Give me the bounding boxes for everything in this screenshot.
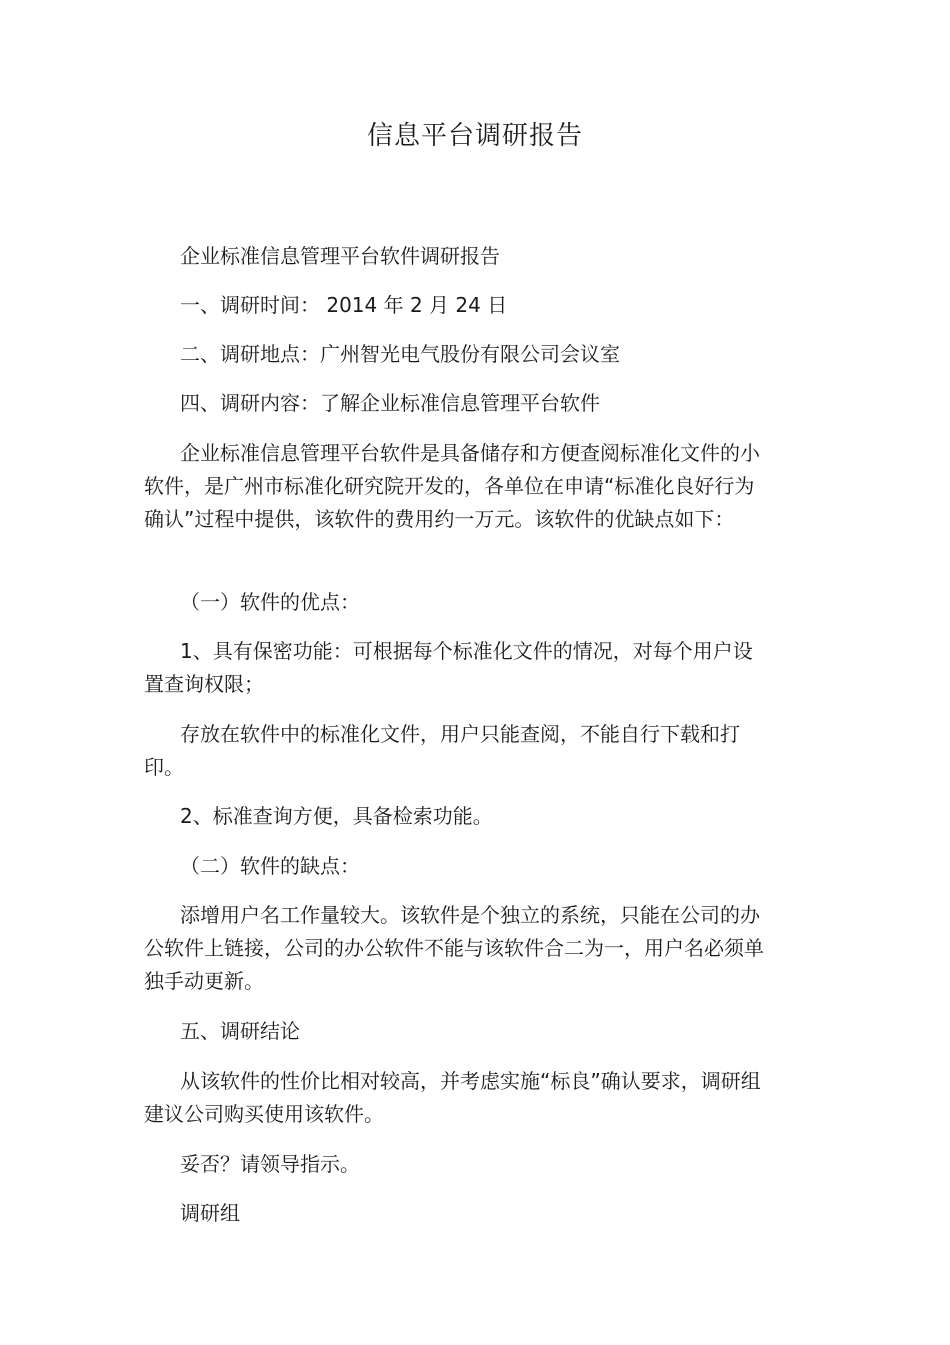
request-line: 妥否？请领导指示。 [180, 1152, 360, 1176]
document-title: 信息平台调研报告 [366, 121, 583, 151]
conclusion-heading: 五、调研结论 [180, 1019, 300, 1043]
survey-location: 二、调研地点：广州智光电气股份有限公司会议室 [180, 342, 620, 366]
pros-heading: （一）软件的优点： [180, 590, 360, 614]
intro-paragraph: 企业标准信息管理平台软件是具备储存和方便查阅标准化文件的小软件，是广州市标准化研究院开发的，各单位在申请“标准化良好行为确认”过程中提供，该软件的费用约一万元。该软件的优缺点如下： [144, 441, 760, 531]
conclusion-paragraph: 从该软件的性价比相对较高，并考虑实施“标良”确认要求，调研组建议公司购买使用该软件。 [144, 1069, 761, 1126]
signature: 调研组 [180, 1201, 240, 1225]
report-subtitle: 企业标准信息管理平台软件调研报告 [180, 244, 500, 268]
survey-content: 四、调研内容：了解企业标准信息管理平台软件 [180, 391, 600, 415]
pro-item-2: 2、标准查询方便，具备检索功能。 [180, 804, 493, 828]
pro-item-1: 1、具有保密功能：可根据每个标准化文件的情况，对每个用户设置查询权限； [144, 639, 753, 696]
pro-item-1-detail: 存放在软件中的标准化文件，用户只能查阅，不能自行下载和打印。 [144, 722, 740, 779]
cons-heading: （二）软件的缺点： [180, 854, 360, 878]
cons-paragraph: 添增用户名工作量较大。该软件是个独立的系统，只能在公司的办公软件上链接，公司的办公软件不能与该软件合二为一，用户名必须单独手动更新。 [144, 903, 764, 993]
survey-time: 一、调研时间： 2014 年 2 月 24 日 [180, 293, 508, 317]
